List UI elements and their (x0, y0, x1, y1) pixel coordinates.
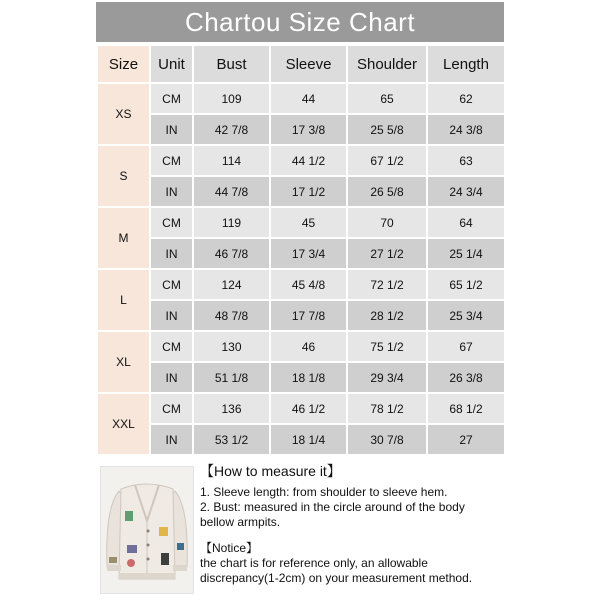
header-length: Length (428, 46, 504, 82)
size-label: L (98, 270, 149, 330)
info-section (96, 458, 504, 600)
length-cell: 68 1/2 (428, 394, 504, 423)
table-row (98, 208, 504, 237)
size-chart (96, 0, 504, 600)
header-sleeve: Sleeve (271, 46, 346, 82)
shoulder-cell: 78 1/2 (348, 394, 426, 423)
measure-bust-text: 2. Bust: measured in the circle around of the body (200, 500, 465, 514)
size-table (96, 44, 506, 456)
notes-block (200, 464, 500, 586)
size-label: XL (98, 332, 149, 392)
shoulder-cell: 25 5/8 (348, 115, 426, 144)
notice-heading: 【Notice】 (200, 541, 259, 555)
header-size: Size (98, 46, 149, 82)
unit-cell: IN (151, 115, 192, 144)
notice-text-2: discrepancy(1-2cm) on your measurement method. (200, 571, 473, 585)
bust-cell: 44 7/8 (194, 177, 269, 206)
length-cell: 26 3/8 (428, 363, 504, 392)
table-row (98, 301, 504, 330)
unit-cell: CM (151, 332, 192, 361)
length-cell: 67 (428, 332, 504, 361)
header-shoulder: Shoulder (348, 46, 426, 82)
bust-cell: 124 (194, 270, 269, 299)
bust-cell: 53 1/2 (194, 425, 269, 454)
table-row (98, 270, 504, 299)
bust-cell: 114 (194, 146, 269, 175)
length-cell: 65 1/2 (428, 270, 504, 299)
size-label: M (98, 208, 149, 268)
cardigan-illustration (101, 467, 193, 593)
shoulder-cell: 70 (348, 208, 426, 237)
unit-cell: CM (151, 394, 192, 423)
sleeve-cell: 17 7/8 (271, 301, 346, 330)
shoulder-cell: 29 3/4 (348, 363, 426, 392)
table-row (98, 332, 504, 361)
shoulder-cell: 28 1/2 (348, 301, 426, 330)
length-cell: 62 (428, 84, 504, 113)
header-unit: Unit (151, 46, 192, 82)
shoulder-cell: 72 1/2 (348, 270, 426, 299)
sleeve-cell: 44 (271, 84, 346, 113)
notice-text-1: the chart is for reference only, an allowable (200, 556, 428, 570)
sleeve-cell: 45 4/8 (271, 270, 346, 299)
sleeve-cell: 44 1/2 (271, 146, 346, 175)
unit-cell: CM (151, 146, 192, 175)
length-cell: 25 1/4 (428, 239, 504, 268)
bust-cell: 42 7/8 (194, 115, 269, 144)
table-row (98, 425, 504, 454)
bust-cell: 136 (194, 394, 269, 423)
header-bust: Bust (194, 46, 269, 82)
table-row (98, 394, 504, 423)
unit-cell: CM (151, 270, 192, 299)
shoulder-cell: 27 1/2 (348, 239, 426, 268)
length-cell: 64 (428, 208, 504, 237)
length-cell: 25 3/4 (428, 301, 504, 330)
shoulder-cell: 67 1/2 (348, 146, 426, 175)
sleeve-cell: 17 3/8 (271, 115, 346, 144)
sleeve-cell: 46 1/2 (271, 394, 346, 423)
size-label: XXL (98, 394, 149, 454)
measure-bust-text-cont: bellow armpits. (200, 515, 281, 529)
chart-title: Chartou Size Chart (96, 2, 504, 42)
measure-sleeve-text: 1. Sleeve length: from shoulder to sleeve hem. (200, 485, 448, 499)
bust-cell: 51 1/8 (194, 363, 269, 392)
header-row (98, 46, 504, 82)
table-row (98, 84, 504, 113)
table-row (98, 115, 504, 144)
shoulder-cell: 26 5/8 (348, 177, 426, 206)
bust-cell: 119 (194, 208, 269, 237)
unit-cell: IN (151, 177, 192, 206)
size-label: XS (98, 84, 149, 144)
size-label: S (98, 146, 149, 206)
length-cell: 63 (428, 146, 504, 175)
sleeve-cell: 45 (271, 208, 346, 237)
bust-cell: 130 (194, 332, 269, 361)
unit-cell: CM (151, 208, 192, 237)
shoulder-cell: 75 1/2 (348, 332, 426, 361)
sleeve-cell: 18 1/8 (271, 363, 346, 392)
sleeve-cell: 17 3/4 (271, 239, 346, 268)
shoulder-cell: 65 (348, 84, 426, 113)
measure-heading: 【How to measure it】 (200, 463, 341, 479)
unit-cell: IN (151, 425, 192, 454)
unit-cell: IN (151, 239, 192, 268)
unit-cell: IN (151, 301, 192, 330)
shoulder-cell: 30 7/8 (348, 425, 426, 454)
sleeve-cell: 18 1/4 (271, 425, 346, 454)
bust-cell: 48 7/8 (194, 301, 269, 330)
unit-cell: CM (151, 84, 192, 113)
cardigan-photo (100, 466, 194, 594)
table-row (98, 177, 504, 206)
bust-cell: 46 7/8 (194, 239, 269, 268)
bust-cell: 109 (194, 84, 269, 113)
table-row (98, 146, 504, 175)
sleeve-cell: 17 1/2 (271, 177, 346, 206)
table-row (98, 363, 504, 392)
sleeve-cell: 46 (271, 332, 346, 361)
length-cell: 27 (428, 425, 504, 454)
length-cell: 24 3/4 (428, 177, 504, 206)
unit-cell: IN (151, 363, 192, 392)
table-row (98, 239, 504, 268)
length-cell: 24 3/8 (428, 115, 504, 144)
